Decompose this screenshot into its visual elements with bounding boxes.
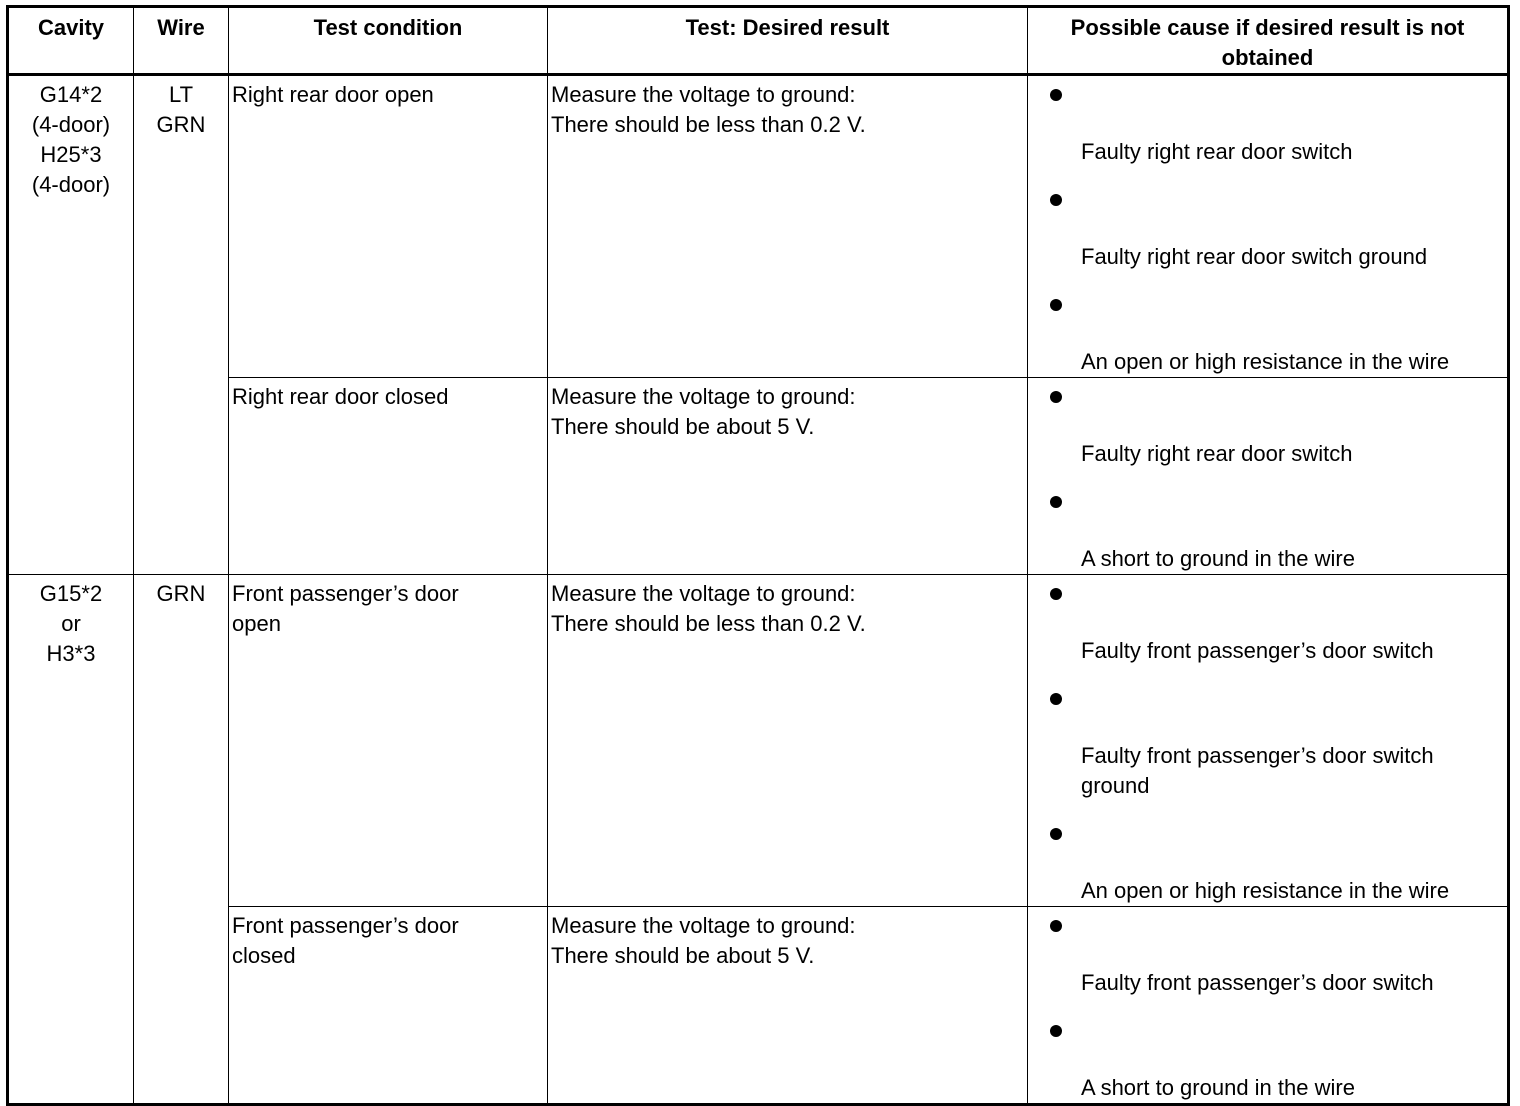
desired-result-text: Measure the voltage to ground: (551, 384, 856, 409)
cause-item (1028, 181, 1507, 272)
cause-text (1028, 439, 1507, 469)
table-row (8, 907, 1509, 1105)
desired-result-text: Measure the voltage to ground: (551, 82, 856, 107)
cause-text (1028, 242, 1507, 272)
header-possible-cause-line: obtained (1221, 45, 1314, 70)
cavity-text: G14*2 (39, 82, 103, 107)
desired-result-text: There should be about 5 V. (551, 414, 815, 439)
possible-cause-cell (1028, 75, 1509, 378)
cause-item (1028, 1012, 1507, 1103)
wire-text: LT (168, 82, 194, 107)
cause-text-line: Faulty right rear door switch (1081, 441, 1353, 466)
cause-list (1028, 76, 1507, 377)
cause-text (1028, 968, 1507, 998)
cause-text (1028, 347, 1507, 377)
cause-text-line: Faulty right rear door switch ground (1081, 244, 1428, 269)
wire-text: GRN (156, 581, 206, 606)
test-condition-text: Front passenger’s door (232, 581, 459, 606)
cavity-cell (8, 575, 134, 1105)
desired-result-text: Measure the voltage to ground: (551, 913, 856, 938)
cause-list (1028, 378, 1507, 574)
cause-item (1028, 815, 1507, 906)
table-row (8, 378, 1509, 575)
wire-cell (134, 75, 229, 575)
header-possible-cause (1028, 7, 1509, 75)
bullet-icon (1050, 828, 1062, 840)
possible-cause-cell (1028, 575, 1509, 907)
bullet-icon (1050, 920, 1062, 932)
desired-result-cell (548, 575, 1028, 907)
wire-cell (134, 575, 229, 1105)
bullet-icon (1050, 391, 1062, 403)
header-desired-result: Test: Desired result (548, 7, 1028, 75)
cavity-text: (4-door) (31, 112, 111, 137)
cause-item (1028, 286, 1507, 377)
header-wire: Wire (134, 7, 229, 75)
bullet-icon (1050, 89, 1062, 101)
cause-item (1028, 680, 1507, 801)
test-condition-text: Right rear door open (232, 82, 434, 107)
bullet-icon (1050, 496, 1062, 508)
cause-text-line: Faulty right rear door switch (1081, 139, 1353, 164)
cause-text (1028, 544, 1507, 574)
desired-result-cell (548, 75, 1028, 378)
test-condition-text: Front passenger’s door (232, 913, 459, 938)
cause-text-line: A short to ground in the wire (1081, 1075, 1355, 1100)
test-condition-cell (229, 75, 548, 378)
cause-text-line: Faulty front passenger’s door switch (1081, 970, 1434, 995)
test-table (6, 5, 1510, 1106)
test-condition-text: Right rear door closed (232, 384, 449, 409)
cause-item (1028, 76, 1507, 167)
header-row (8, 7, 1509, 75)
cause-text (1028, 137, 1507, 167)
desired-result-text: There should be less than 0.2 V. (551, 112, 866, 137)
test-condition-text: open (232, 611, 281, 636)
bullet-icon (1050, 194, 1062, 206)
cause-list (1028, 907, 1507, 1103)
table-row (8, 575, 1509, 907)
possible-cause-cell (1028, 907, 1509, 1105)
test-condition-cell (229, 378, 548, 575)
cavity-text: H3*3 (46, 641, 96, 666)
cavity-cell (8, 75, 134, 575)
cause-text-line: ground (1081, 773, 1150, 798)
cavity-text: H25*3 (40, 142, 102, 167)
desired-result-text: There should be about 5 V. (551, 943, 815, 968)
cause-list (1028, 575, 1507, 906)
header-test-condition: Test condition (229, 7, 548, 75)
wire-text: GRN (156, 112, 206, 137)
cause-text (1028, 636, 1507, 666)
desired-result-text: There should be less than 0.2 V. (551, 611, 866, 636)
table-row (8, 75, 1509, 378)
desired-result-cell (548, 378, 1028, 575)
cause-item (1028, 378, 1507, 469)
cause-text (1028, 741, 1507, 801)
cause-item (1028, 907, 1507, 998)
cavity-text: (4-door) (31, 172, 111, 197)
cause-item (1028, 483, 1507, 574)
header-possible-cause-line: Possible cause if desired result is not (1070, 15, 1465, 40)
cause-text-line: Faulty front passenger’s door switch (1081, 638, 1434, 663)
cause-text-line: An open or high resistance in the wire (1081, 878, 1450, 903)
bullet-icon (1050, 1025, 1062, 1037)
bullet-icon (1050, 588, 1062, 600)
test-condition-text: closed (232, 943, 296, 968)
bullet-icon (1050, 299, 1062, 311)
desired-result-cell (548, 907, 1028, 1105)
cause-item (1028, 575, 1507, 666)
desired-result-text: Measure the voltage to ground: (551, 581, 856, 606)
bullet-icon (1050, 693, 1062, 705)
table-body (8, 75, 1509, 1105)
test-condition-cell (229, 907, 548, 1105)
cause-text (1028, 1073, 1507, 1103)
cause-text-line: Faulty front passenger’s door switch (1081, 743, 1434, 768)
possible-cause-cell (1028, 378, 1509, 575)
test-condition-cell (229, 575, 548, 907)
cause-text-line: An open or high resistance in the wire (1081, 349, 1450, 374)
cause-text (1028, 876, 1507, 906)
cause-text-line: A short to ground in the wire (1081, 546, 1355, 571)
header-cavity: Cavity (8, 7, 134, 75)
cavity-text: G15*2 (39, 581, 103, 606)
cavity-text: or (61, 611, 81, 636)
